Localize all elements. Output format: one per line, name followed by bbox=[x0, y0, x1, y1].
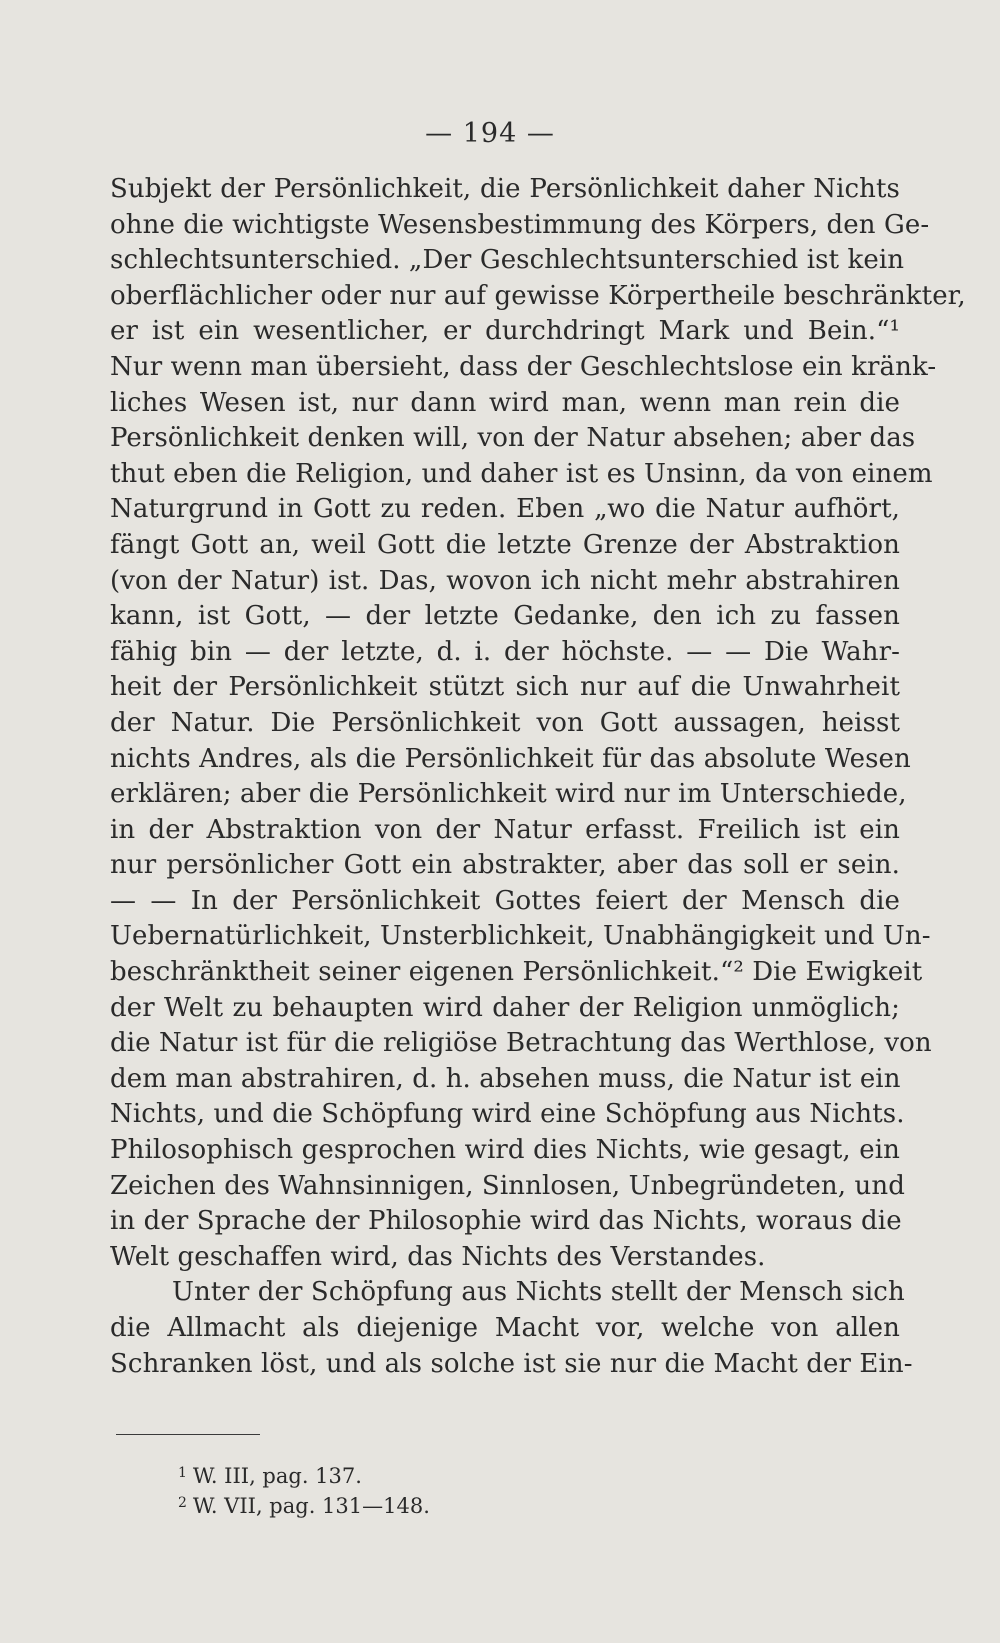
text-line: Subjekt der Persönlichkeit, die Persönlichkeit daher Nichts bbox=[110, 174, 900, 204]
text-line: Unter der Schöpfung aus Nichts stellt der Mensch sich bbox=[172, 1277, 905, 1308]
text-line: der Welt zu behaupten wird daher der Religion unmöglich; bbox=[110, 992, 900, 1023]
text-line: liches Wesen ist, nur dann wird man, wenn man rein die bbox=[110, 387, 900, 418]
text-line: kann, ist Gott, — der letzte Gedanke, den ich zu fassen bbox=[110, 601, 900, 632]
text-line: Philosophisch gesprochen wird dies Nichts, wie gesagt, ein bbox=[110, 1135, 900, 1166]
footnote-mark: 2 bbox=[178, 1495, 187, 1511]
text-line: er ist ein wesentlicher, er durchdringt Mark und Bein.“¹ bbox=[110, 316, 900, 347]
text-line: die Natur ist für die religiöse Betrachtung das Werthlose, von bbox=[110, 1028, 932, 1059]
text-line: oberflächlicher oder nur auf gewisse Körpertheile beschränkter, bbox=[110, 280, 966, 311]
text-line: dem man abstrahiren, d. h. absehen muss, die Natur ist ein bbox=[110, 1063, 901, 1094]
text-line: nichts Andres, als die Persönlichkeit für das absolute Wesen bbox=[110, 743, 911, 774]
text-line: Zeichen des Wahnsinnigen, Sinnlosen, Unbegründeten, und bbox=[110, 1170, 905, 1201]
text-line: Uebernatürlichkeit, Unsterblichkeit, Unabhängigkeit und Un- bbox=[110, 921, 931, 952]
text-line: in der Sprache der Philosophie wird das Nichts, woraus die bbox=[110, 1206, 902, 1237]
text-line: fängt Gott an, weil Gott die letzte Grenze der Abstraktion bbox=[110, 529, 900, 560]
text-line: Nur wenn man übersieht, dass der Geschlechtslose ein kränk- bbox=[110, 351, 937, 382]
text-line: thut eben die Religion, und daher ist es Unsinn, da von einem bbox=[110, 458, 933, 489]
text-line: Welt geschaffen wird, das Nichts des Verstandes. bbox=[110, 1241, 766, 1272]
text-line: nur persönlicher Gott ein abstrakter, aber das soll er sein. bbox=[110, 850, 900, 881]
footnote-text: W. III, pag. 137. bbox=[192, 1464, 362, 1488]
text-line: fähig bin — der letzte, d. i. der höchste. — — Die Wahr- bbox=[110, 636, 900, 667]
text-line: Persönlichkeit denken will, von der Natur absehen; aber das bbox=[110, 423, 916, 454]
text-line: heit der Persönlichkeit stützt sich nur auf die Unwahrheit bbox=[110, 672, 900, 703]
footnote-divider bbox=[116, 1434, 260, 1435]
text-line: in der Abstraktion von der Natur erfasst. Freilich ist ein bbox=[110, 814, 900, 845]
text-line: die Allmacht als diejenige Macht vor, welche von allen bbox=[110, 1313, 900, 1343]
text-line: beschränktheit seiner eigenen Persönlichkeit.“² Die Ewigkeit bbox=[110, 957, 923, 988]
text-line: der Natur. Die Persönlichkeit von Gott aussagen, heisst bbox=[110, 707, 900, 738]
text-line: erklären; aber die Persönlichkeit wird nur im Unterschiede, bbox=[110, 779, 907, 810]
text-line: (von der Natur) ist. Das, wovon ich nicht mehr abstrahiren bbox=[110, 565, 900, 596]
footnote-mark: 1 bbox=[178, 1465, 187, 1481]
footnote bbox=[178, 1488, 778, 1518]
text-line: ohne die wichtigste Wesensbestimmung des Körpers, den Ge- bbox=[110, 209, 930, 240]
page-number: — 194 — bbox=[425, 118, 555, 149]
text-line: Schranken löst, und als solche ist sie nur die Macht der Ein- bbox=[110, 1348, 913, 1379]
text-line: schlechtsunterschied. „Der Geschlechtsunterschied ist kein bbox=[110, 245, 905, 276]
footnote bbox=[178, 1458, 778, 1488]
text-line: Nichts, und die Schöpfung wird eine Schöpfung aus Nichts. bbox=[110, 1099, 905, 1130]
text-line: Naturgrund in Gott zu reden. Eben „wo die Natur aufhört, bbox=[110, 494, 900, 525]
footnote-text: W. VII, pag. 131—148. bbox=[192, 1494, 430, 1518]
footnotes bbox=[178, 1458, 778, 1518]
body-text bbox=[110, 172, 966, 1382]
text-line: — — In der Persönlichkeit Gottes feiert der Mensch die bbox=[110, 885, 900, 916]
